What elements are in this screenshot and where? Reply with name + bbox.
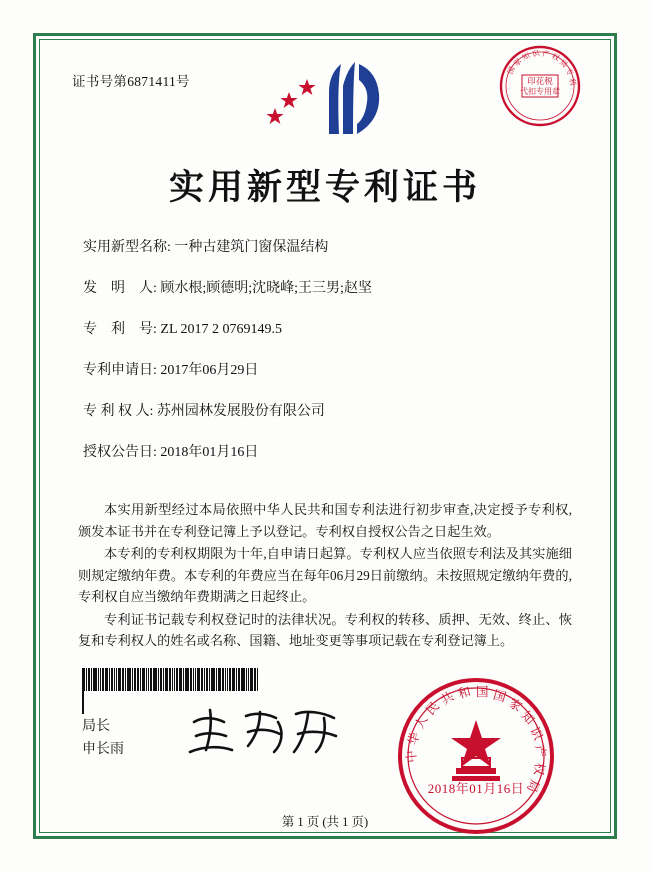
document-title: 实用新型专利证书: [168, 168, 481, 207]
certificate-number: 证书号第6871411号: [72, 74, 190, 89]
field-inventors: [83, 279, 563, 299]
svg-text:家: 家: [511, 56, 524, 69]
svg-text:权: 权: [531, 761, 547, 776]
svg-text:国: 国: [491, 687, 508, 705]
field-application-date: [83, 361, 563, 381]
svg-text:识: 识: [527, 724, 546, 743]
svg-text:识: 识: [531, 48, 541, 59]
svg-text:产: 产: [541, 49, 550, 59]
director-name-label: 申长雨: [82, 742, 124, 757]
stamp-duty-seal: [498, 44, 582, 128]
page-footer: 第 1 页 (共 1 页): [281, 815, 369, 829]
field-label: 发 明 人:: [83, 281, 157, 296]
svg-text:华: 华: [406, 731, 423, 747]
legal-paragraph-2: 本专利的专利权期限为十年,自申请日起算。专利权人应当依照专利法及其实施细则规定缴纳年费。本专利的年费应当在每年06月29日前缴纳。未按照规定缴纳年费的,专利权自应当缴纳年费期满之日起终止。: [78, 546, 572, 604]
field-label: 实用新型名称:: [83, 240, 171, 255]
corner-ornament-top-right: [603, 33, 617, 47]
field-value: 顾水根;顾德明;沈晓峰;王三男;赵坚: [160, 281, 372, 296]
barcode: [82, 668, 260, 691]
field-label: 专 利 号:: [83, 322, 157, 337]
svg-text:国: 国: [476, 685, 489, 699]
director-title-label: 局长: [82, 719, 110, 734]
legal-text-block: [78, 499, 572, 653]
signature-block: [82, 715, 124, 761]
certificate-fields: [83, 238, 563, 484]
field-patentee: [83, 402, 563, 422]
svg-text:局: 局: [524, 777, 542, 795]
field-value: 苏州园林发展股份有限公司: [156, 404, 325, 419]
field-value: 一种古建筑门窗保温结构: [174, 240, 329, 255]
legal-paragraph-1: 本实用新型经过本局依照中华人民共和国专利法进行初步审查,决定授予专利权,颁发本证书并在专利登记簿上予以登记。专利权自授权公告之日起生效。: [78, 502, 572, 539]
field-value: 2017年06月29日: [160, 363, 259, 378]
field-label: 授权公告日:: [83, 445, 157, 460]
svg-text:产: 产: [532, 743, 549, 759]
svg-text:专: 专: [563, 66, 576, 78]
field-label: 专 利 权 人:: [83, 404, 154, 419]
field-value: 2018年01月16日: [160, 445, 259, 460]
svg-text:家: 家: [506, 695, 525, 715]
patent-office-logo-icon: [263, 62, 389, 140]
svg-text:代扣专用章: 代扣专用章: [520, 87, 560, 96]
svg-text:局: 局: [557, 57, 570, 70]
svg-text:民: 民: [423, 699, 443, 718]
svg-text:国: 国: [505, 65, 517, 76]
field-value: ZL 2017 2 0769149.5: [160, 322, 282, 337]
svg-text:中: 中: [404, 749, 420, 764]
seal-date: 2018年01月16日: [427, 781, 525, 796]
svg-text:印花税: 印花税: [527, 76, 553, 86]
svg-text:知: 知: [520, 50, 532, 63]
field-grant-announcement-date: [83, 443, 563, 463]
field-utility-model-name: [83, 238, 563, 258]
legal-paragraph-3: 专利证书记载专利权登记时的法律状况。专利权的转移、质押、无效、终止、恢复和专利权人的姓名或名称、国籍、地址变更等事项记载在专利登记簿上。: [78, 611, 572, 648]
corner-ornament-top-left: [33, 33, 47, 47]
svg-text:权: 权: [550, 51, 561, 63]
handwritten-signature: [186, 702, 346, 762]
field-label: 专利申请日:: [83, 363, 157, 378]
svg-text:人: 人: [412, 713, 431, 732]
svg-text:利: 利: [567, 77, 578, 87]
field-patent-number: [83, 320, 563, 340]
svg-text:共: 共: [438, 689, 457, 708]
svg-text:知: 知: [518, 708, 538, 728]
svg-text:和: 和: [456, 684, 473, 702]
